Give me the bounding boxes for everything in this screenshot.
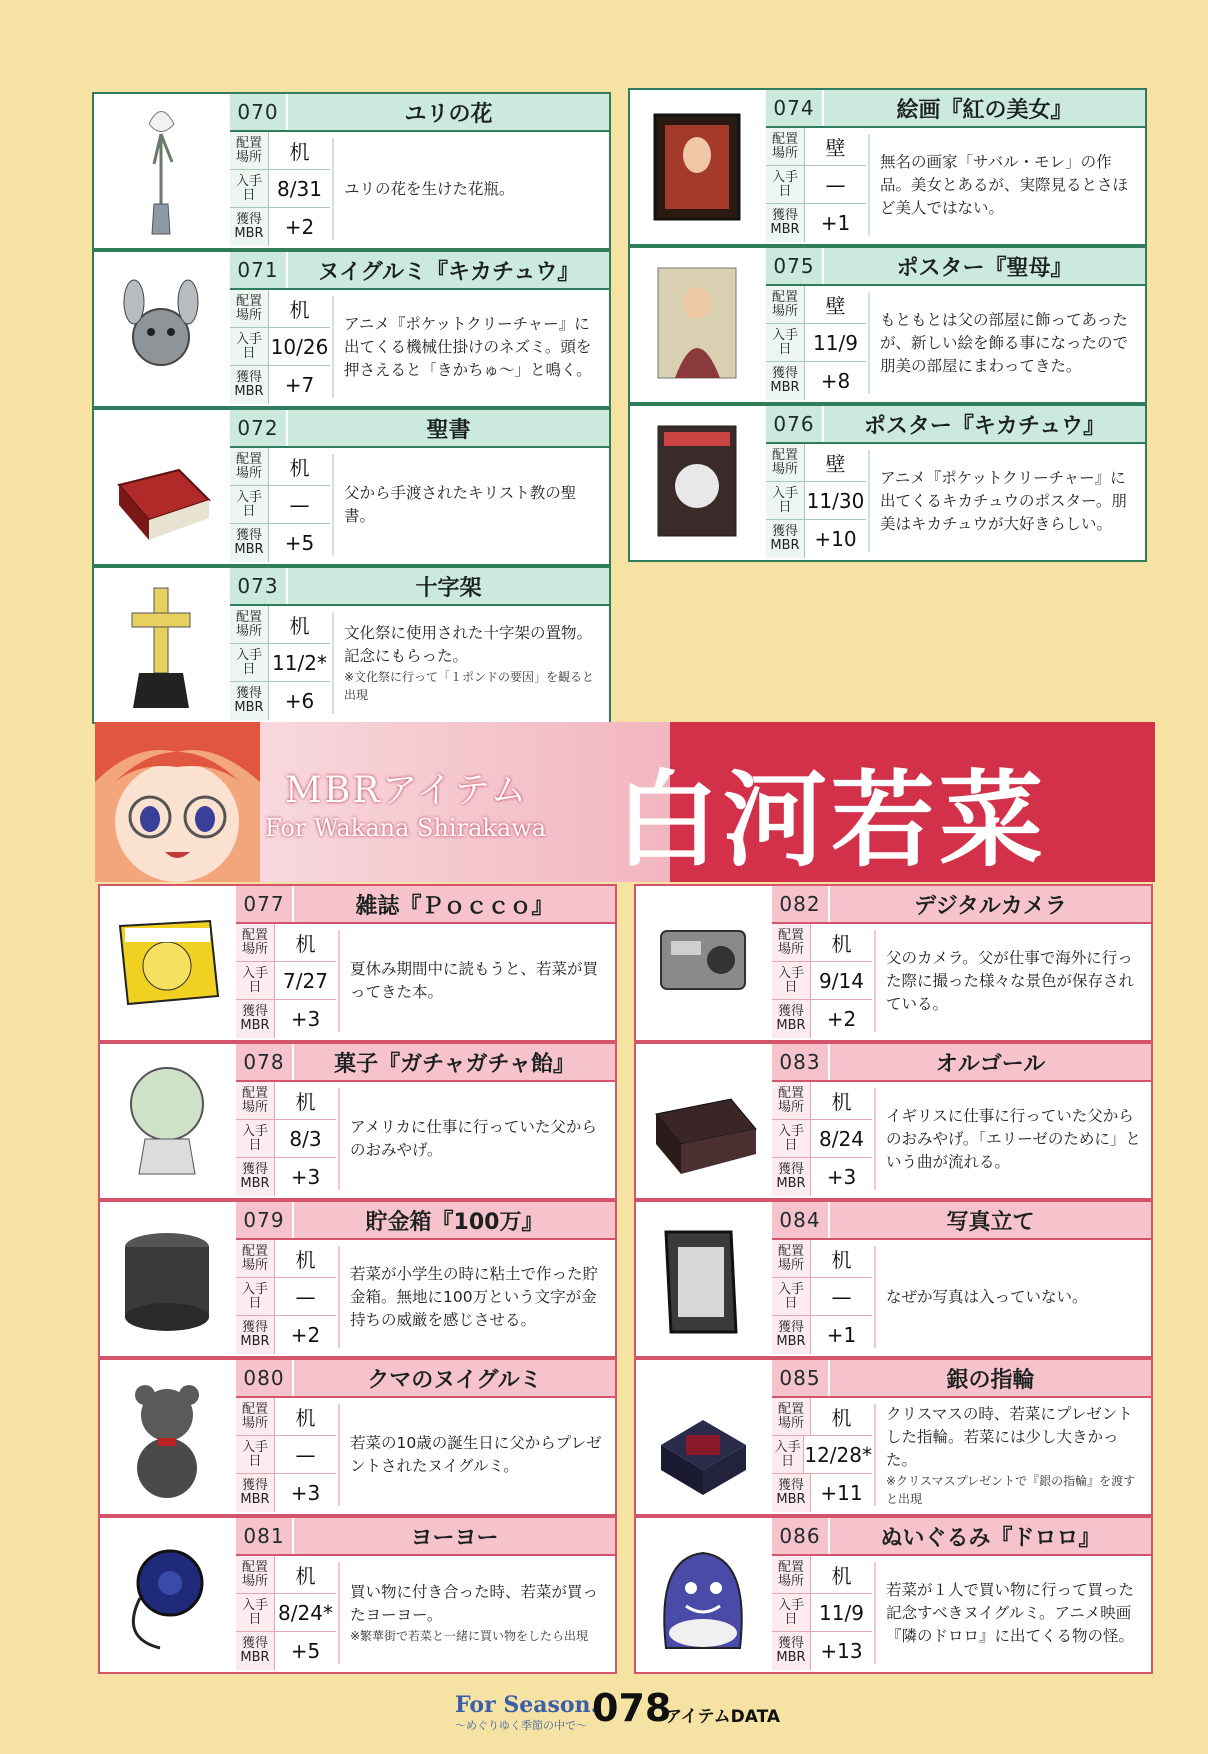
item-place: 机 — [810, 924, 872, 961]
place-label: 配置場所 — [230, 606, 268, 643]
mbr-label: 獲得MBR — [230, 208, 268, 246]
place-label: 配置場所 — [772, 1398, 810, 1435]
item-description-box — [868, 450, 1137, 552]
item-name: デジタルカメラ — [914, 893, 1067, 919]
place-label: 配置場所 — [230, 448, 268, 485]
item-place: 机 — [810, 1240, 872, 1277]
item-name: 写真立て — [946, 1209, 1035, 1235]
obtained-label: 入手日 — [772, 962, 810, 999]
item-place: 机 — [274, 1398, 336, 1435]
item-date: 8/24 — [810, 1120, 872, 1157]
item-mbr: +1 — [804, 204, 866, 242]
item-place: 机 — [268, 448, 330, 485]
item-name: 雑誌『Ｐｏｃｃｏ』 — [355, 893, 554, 919]
obtained-label: 入手日 — [772, 1594, 810, 1631]
item-mbr: +6 — [268, 682, 330, 720]
item-number: 082 — [772, 886, 830, 922]
dororo-plush-icon — [636, 1518, 770, 1672]
item-place: 机 — [274, 1556, 336, 1593]
item-number: 084 — [772, 1202, 830, 1238]
item-stats — [766, 128, 866, 244]
item-date: — — [268, 486, 330, 523]
item-description-box — [338, 1088, 607, 1190]
place-label: 配置場所 — [230, 290, 268, 327]
item-stats — [236, 1240, 336, 1356]
item-date: 7/27 — [274, 962, 336, 999]
item-description: 父から手渡されたキリスト教の聖書。 — [344, 484, 577, 525]
obtained-label: 入手日 — [230, 328, 268, 365]
photo-frame-icon — [636, 1202, 770, 1356]
obtained-label: 入手日 — [236, 962, 274, 999]
item-stats — [236, 1082, 336, 1198]
item-date: — — [274, 1278, 336, 1315]
item-number: 086 — [772, 1518, 830, 1554]
item-header — [772, 1044, 1151, 1082]
item-place: 机 — [274, 1240, 336, 1277]
item-place: 机 — [810, 1556, 872, 1593]
item-description: 若菜の10歳の誕生日に父からプレゼントされたヌイグルミ。 — [350, 1434, 602, 1475]
banner-subtitle: For Wakana Shirakawa — [265, 814, 547, 842]
item-mbr: +2 — [268, 208, 330, 246]
item-name: ヌイグルミ『キカチュウ』 — [317, 259, 580, 285]
item-date: 10/26 — [268, 328, 330, 365]
obtained-label: 入手日 — [236, 1278, 274, 1315]
item-description-box — [338, 1562, 607, 1664]
item-description-box — [874, 1404, 1143, 1506]
item-note: ※クリスマスプレゼントで『銀の指輪』を渡すと出現 — [886, 1473, 1136, 1506]
item-mbr: +2 — [274, 1316, 336, 1354]
item-stats — [772, 1082, 872, 1198]
item-number: 078 — [236, 1044, 294, 1080]
item-name: ポスター『キカチュウ』 — [863, 413, 1106, 439]
item-description-box — [868, 134, 1137, 236]
item-number: 070 — [230, 94, 288, 130]
poster-madonna-icon — [630, 248, 764, 402]
item-date: 8/24* — [274, 1594, 336, 1631]
painting-icon — [630, 90, 764, 244]
obtained-label: 入手日 — [766, 482, 804, 519]
mbr-label: 獲得MBR — [766, 204, 804, 242]
item-place: 机 — [274, 1082, 336, 1119]
mbr-label: 獲得MBR — [230, 366, 268, 404]
item-date: 11/9 — [810, 1594, 872, 1631]
item-description: 無名の画家「サバル・モレ」の作品。美女とあるが、実際見るとさほど美人ではない。 — [880, 152, 1129, 217]
item-card-082 — [634, 884, 1153, 1042]
item-header — [236, 1518, 615, 1556]
item-description-box — [338, 1404, 607, 1506]
item-stats — [766, 444, 866, 560]
item-header — [772, 886, 1151, 924]
item-place: 壁 — [804, 444, 866, 481]
item-header — [766, 406, 1145, 444]
item-name: 貯金箱『100万』 — [365, 1209, 544, 1235]
item-mbr: +3 — [274, 1158, 336, 1196]
item-name: ヨーヨー — [410, 1525, 499, 1551]
item-header — [772, 1202, 1151, 1240]
item-date: 8/31 — [268, 170, 330, 207]
mbr-label: 獲得MBR — [236, 1000, 274, 1038]
mbr-label: 獲得MBR — [236, 1474, 274, 1512]
place-label: 配置場所 — [236, 924, 274, 961]
ring-box-icon — [636, 1360, 770, 1514]
item-description: イギリスに仕事に行っていた父からのおみやげ。「エリーゼのために」という曲が流れる。 — [886, 1106, 1141, 1171]
obtained-label: 入手日 — [236, 1120, 274, 1157]
item-description: 買い物に付き合った時、若菜が買ったヨーヨー。 — [350, 1583, 599, 1624]
item-date: 11/9 — [804, 324, 866, 361]
item-number: 076 — [766, 406, 824, 442]
item-date: 9/14 — [810, 962, 872, 999]
item-card-075 — [628, 246, 1147, 404]
item-stats — [772, 924, 872, 1040]
item-card-084 — [634, 1200, 1153, 1358]
item-card-078 — [98, 1042, 617, 1200]
item-number: 073 — [230, 568, 288, 604]
item-place: 壁 — [804, 128, 866, 165]
item-stats — [772, 1556, 872, 1672]
item-date: 11/2* — [268, 644, 330, 681]
page-number: 078 — [592, 1686, 672, 1730]
mbr-label: 獲得MBR — [236, 1158, 274, 1196]
item-stats — [230, 132, 330, 248]
item-name: ぬいぐるみ『ドロロ』 — [880, 1525, 1101, 1551]
obtained-label: 入手日 — [236, 1436, 274, 1473]
camera-icon — [636, 886, 770, 1040]
obtained-label: 入手日 — [766, 166, 804, 203]
item-stats — [230, 606, 330, 722]
mbr-label: 獲得MBR — [766, 362, 804, 400]
item-name: 銀の指輪 — [946, 1367, 1035, 1393]
item-stats — [230, 290, 330, 406]
item-stats — [766, 286, 866, 402]
wakana-portrait — [95, 722, 260, 882]
item-header — [236, 886, 615, 924]
item-description-box — [874, 1088, 1143, 1190]
item-description: ユリの花を生けた花瓶。 — [344, 179, 515, 198]
item-description-box — [332, 296, 601, 398]
item-header — [772, 1360, 1151, 1398]
item-mbr: +1 — [810, 1316, 872, 1354]
obtained-label: 入手日 — [230, 644, 268, 681]
character-name: 白河若菜 — [615, 759, 1048, 881]
obtained-label: 入手日 — [230, 486, 268, 523]
item-header — [236, 1360, 615, 1398]
gumball-machine-icon — [100, 1044, 234, 1198]
item-mbr: +8 — [804, 362, 866, 400]
item-card-071 — [92, 250, 611, 408]
item-number: 085 — [772, 1360, 830, 1396]
item-header — [766, 90, 1145, 128]
obtained-label: 入手日 — [772, 1436, 803, 1473]
item-card-086 — [634, 1516, 1153, 1674]
music-box-icon — [636, 1044, 770, 1198]
item-card-081 — [98, 1516, 617, 1674]
mbr-label: 獲得MBR — [772, 1158, 810, 1196]
item-description: 若菜が１人で買い物に行って買った記念すべきヌイグルミ。アニメ映画『隣のドロロ』に出てくる物の怪。 — [886, 1580, 1135, 1645]
place-label: 配置場所 — [236, 1082, 274, 1119]
item-place: 机 — [274, 924, 336, 961]
item-card-077 — [98, 884, 617, 1042]
place-label: 配置場所 — [772, 1240, 810, 1277]
item-description-box — [874, 1562, 1143, 1664]
cross-icon — [94, 568, 228, 722]
place-label: 配置場所 — [766, 444, 804, 481]
item-description: 父のカメラ。父が仕事で海外に行った際に撮った様々な景色が保存されている。 — [886, 948, 1135, 1013]
mbr-label: 獲得MBR — [772, 1316, 810, 1354]
item-place: 机 — [268, 290, 330, 327]
item-description: 若菜が小学生の時に粘土で作った貯金箱。無地に100万という文字が金持ちの威厳を感じさせる。 — [350, 1264, 599, 1329]
item-name: オルゴール — [935, 1051, 1046, 1077]
item-description-box — [332, 138, 601, 240]
item-date: — — [274, 1436, 336, 1473]
item-place: 壁 — [804, 286, 866, 323]
item-date: 8/3 — [274, 1120, 336, 1157]
place-label: 配置場所 — [772, 924, 810, 961]
item-stats — [230, 448, 330, 564]
place-label: 配置場所 — [766, 286, 804, 323]
item-card-076 — [628, 404, 1147, 562]
item-number: 074 — [766, 90, 824, 126]
bible-icon — [94, 410, 228, 564]
place-label: 配置場所 — [236, 1398, 274, 1435]
teddy-bear-icon — [100, 1360, 234, 1514]
item-description-box — [874, 930, 1143, 1032]
item-card-085 — [634, 1358, 1153, 1516]
item-header — [230, 568, 609, 606]
item-description: クリスマスの時、若菜にプレゼントした指輪。若菜には少し大きかった。 — [886, 1404, 1133, 1469]
item-mbr: +10 — [804, 520, 866, 558]
poster-kikachu-icon — [630, 406, 764, 560]
place-label: 配置場所 — [236, 1240, 274, 1277]
item-number: 083 — [772, 1044, 830, 1080]
mbr-label: 獲得MBR — [772, 1000, 810, 1038]
item-place: 机 — [268, 606, 330, 643]
item-name: ユリの花 — [404, 101, 493, 127]
mbr-label: 獲得MBR — [772, 1632, 810, 1670]
item-description: 文化祭に使用された十字架の置物。記念にもらった。 — [344, 624, 593, 665]
item-card-083 — [634, 1042, 1153, 1200]
item-card-080 — [98, 1358, 617, 1516]
place-label: 配置場所 — [772, 1082, 810, 1119]
item-card-079 — [98, 1200, 617, 1358]
item-mbr: +7 — [268, 366, 330, 404]
place-label: 配置場所 — [772, 1556, 810, 1593]
item-date: — — [804, 166, 866, 203]
obtained-label: 入手日 — [236, 1594, 274, 1631]
mbr-label: 獲得MBR — [230, 524, 268, 562]
item-note: ※文化祭に行って「１ポンドの要因」を観ると出現 — [344, 670, 595, 702]
item-description-box — [338, 1246, 607, 1348]
mbr-label: 獲得MBR — [236, 1632, 274, 1670]
item-number: 081 — [236, 1518, 294, 1554]
item-mbr: +5 — [268, 524, 330, 562]
item-mbr: +3 — [274, 1000, 336, 1038]
item-name: 菓子『ガチャガチャ飴』 — [334, 1051, 575, 1077]
item-name: 十字架 — [415, 575, 482, 601]
banner-title: MBRアイテム — [285, 770, 529, 811]
page-label: アイテムDATA — [665, 1707, 781, 1727]
lily-vase-icon — [94, 94, 228, 248]
item-stats — [772, 1240, 872, 1356]
footer-brand: For Season. — [455, 1692, 599, 1718]
place-label: 配置場所 — [230, 132, 268, 169]
magazine-icon — [100, 886, 234, 1040]
obtained-label: 入手日 — [772, 1120, 810, 1157]
item-header — [772, 1518, 1151, 1556]
item-note: ※繁華街で若菜と一緒に買い物をしたら出現 — [350, 1629, 589, 1643]
item-number: 071 — [230, 252, 288, 288]
item-stats — [236, 924, 336, 1040]
item-card-072 — [92, 408, 611, 566]
item-number: 077 — [236, 886, 294, 922]
item-description-box — [332, 612, 601, 714]
item-place: 机 — [810, 1398, 872, 1435]
item-mbr: +13 — [810, 1632, 872, 1670]
item-mbr: +2 — [810, 1000, 872, 1038]
character-banner — [95, 722, 1155, 882]
item-name: ポスター『聖母』 — [896, 255, 1073, 281]
item-mbr: +5 — [274, 1632, 336, 1670]
item-name: クマのヌイグルミ — [367, 1367, 542, 1393]
item-description: 夏休み期間中に読もうと、若菜が買ってきた本。 — [350, 960, 599, 1001]
item-date: 12/28* — [803, 1436, 872, 1473]
item-name: 絵画『紅の美女』 — [896, 97, 1073, 123]
item-header — [766, 248, 1145, 286]
item-header — [236, 1044, 615, 1082]
mbr-label: 獲得MBR — [230, 682, 268, 720]
item-header — [236, 1202, 615, 1240]
obtained-label: 入手日 — [772, 1278, 810, 1315]
item-description: アニメ『ポケットクリーチャー』に出てくるキカチュウのポスター。朋美はキカチュウが大好きらしい。 — [880, 468, 1127, 533]
page-footer — [0, 1686, 1208, 1734]
mbr-label: 獲得MBR — [766, 520, 804, 558]
item-card-074 — [628, 88, 1147, 246]
item-date: 11/30 — [804, 482, 866, 519]
item-card-070 — [92, 92, 611, 250]
item-description-box — [338, 930, 607, 1032]
item-number: 072 — [230, 410, 288, 446]
item-stats — [236, 1556, 336, 1672]
robot-mouse-icon — [94, 252, 228, 406]
item-number: 075 — [766, 248, 824, 284]
mbr-label: 獲得MBR — [772, 1474, 810, 1512]
item-number: 080 — [236, 1360, 294, 1396]
item-description: アメリカに仕事に行っていた父からのおみやげ。 — [350, 1118, 597, 1159]
item-description-box — [874, 1246, 1143, 1348]
item-card-073 — [92, 566, 611, 724]
item-place: 机 — [268, 132, 330, 169]
place-label: 配置場所 — [236, 1556, 274, 1593]
yoyo-icon — [100, 1518, 234, 1672]
item-name: 聖書 — [426, 417, 471, 443]
item-mbr: +3 — [274, 1474, 336, 1512]
piggy-bank-icon — [100, 1202, 234, 1356]
item-description: もともとは父の部屋に飾ってあったが、新しい絵を飾る事になったので朋美の部屋にまわってきた。 — [880, 310, 1129, 375]
obtained-label: 入手日 — [230, 170, 268, 207]
item-description-box — [868, 292, 1137, 394]
item-header — [230, 410, 609, 448]
item-description: アニメ『ポケットクリーチャー』に出てくる機械仕掛けのネズミ。頭を押さえると「きかちゅ〜」と鳴く。 — [344, 314, 592, 379]
item-description: なぜか写真は入っていない。 — [886, 1287, 1088, 1306]
item-number: 079 — [236, 1202, 294, 1238]
item-mbr: +11 — [810, 1474, 872, 1512]
item-stats — [772, 1398, 872, 1514]
item-mbr: +3 — [810, 1158, 872, 1196]
obtained-label: 入手日 — [766, 324, 804, 361]
footer-brand-subtitle: 〜めぐりゆく季節の中で〜 — [455, 1719, 587, 1732]
mbr-label: 獲得MBR — [236, 1316, 274, 1354]
item-header — [230, 252, 609, 290]
item-place: 机 — [810, 1082, 872, 1119]
place-label: 配置場所 — [766, 128, 804, 165]
item-date: — — [810, 1278, 872, 1315]
item-stats — [236, 1398, 336, 1514]
item-description-box — [332, 454, 601, 556]
item-header — [230, 94, 609, 132]
